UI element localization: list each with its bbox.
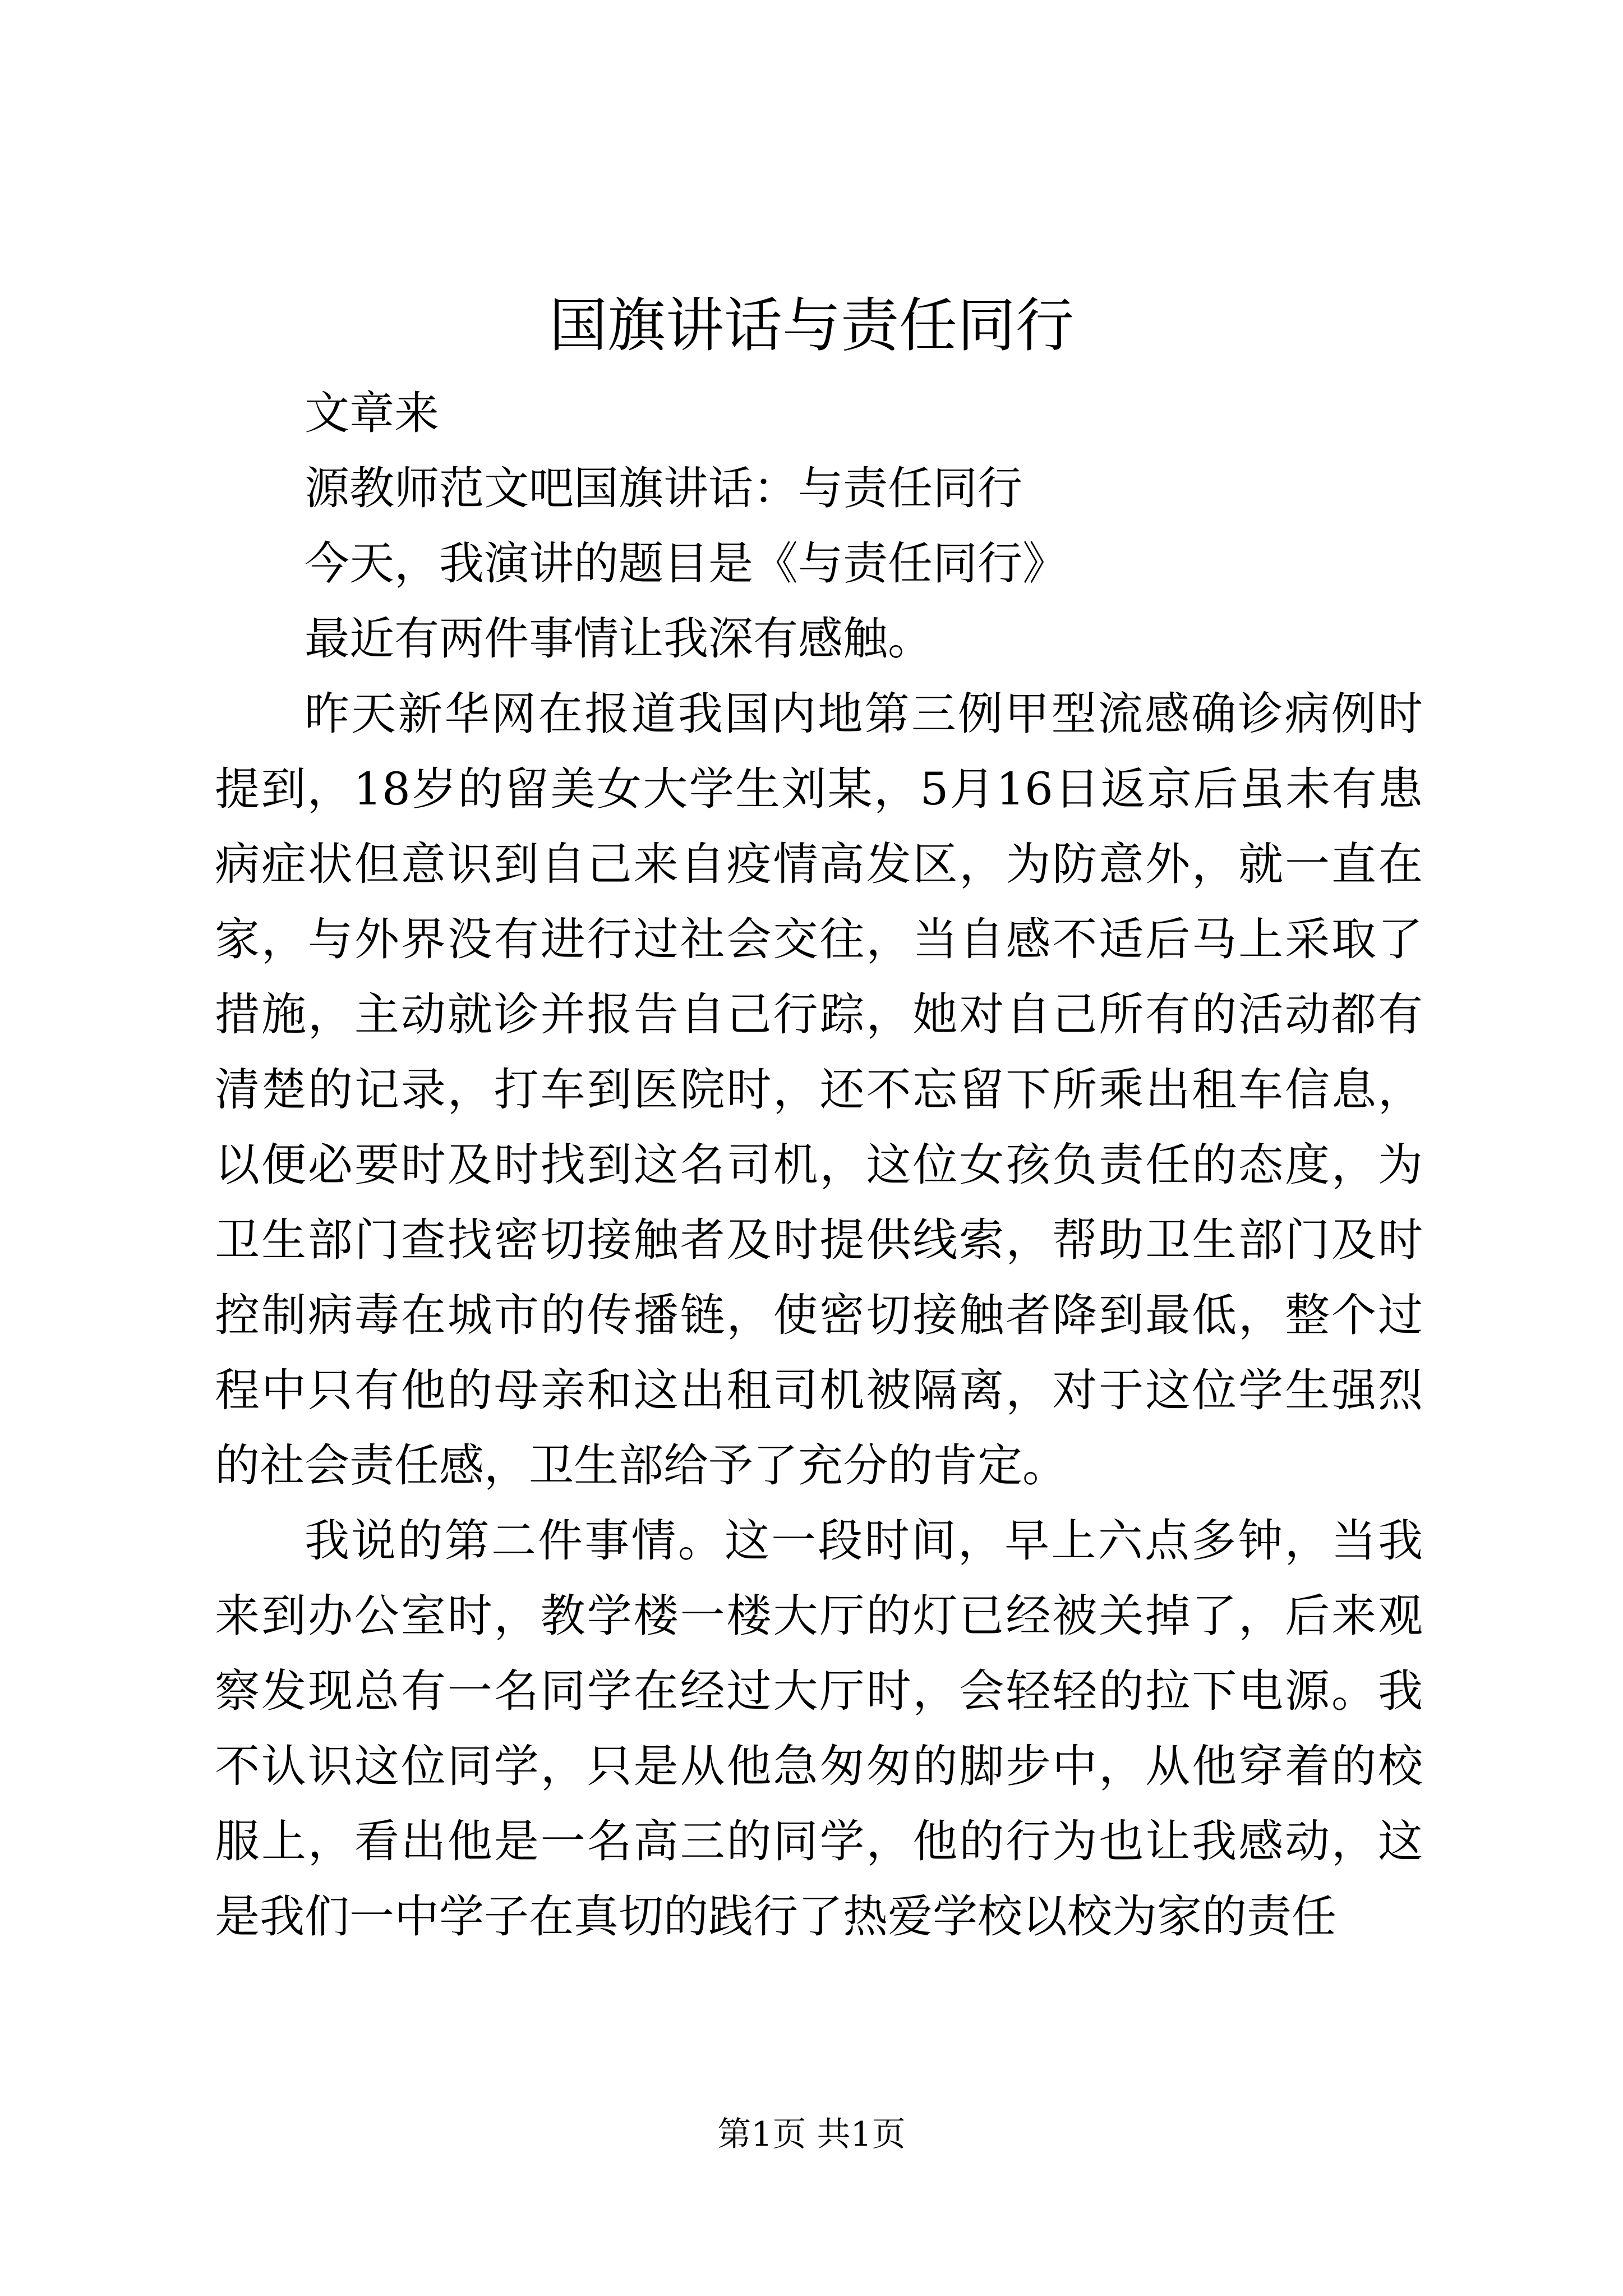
- paragraph-first-event: 昨天新华网在报道我国内地第三例甲型流感确诊病例时提到，18岁的留美女大学生刘某，5月16日返京后虽未有患病症状但意识到自己来自疫情高发区，为防意外，就一直在家，与外界没有进行过社会交往，当自感不适后马上采取了措施，主动就诊并报告自己行踪，她对自己所有的活动都有清楚的记录，打车到医院时，还不忘留下所乘出租车信息，以便必要时及时找到这名司机，这位女孩负责任的态度，为卫生部门查找密切接触者及时提供线索，帮助卫生部门及时控制病毒在城市的传播链，使密切接触者降到最低，整个过程中只有他的母亲和这出租司机被隔离，对于这位学生强烈的社会责任感，卫生部给予了充分的肯定。: [215, 688, 1423, 1492]
- document-body: [215, 376, 1423, 1954]
- page-footer: 第1页 共1页: [717, 2115, 906, 2154]
- paragraph-second-event: 我说的第二件事情。这一段时间，早上六点多钟，当我来到办公室时，教学楼一楼大厅的灯已经被关掉了，后来观察发现总有一名同学在经过大厅时，会轻轻的拉下电源。我不认识这位同学，只是从他急匆匆的脚步中，从他穿着的校服上，看出他是一名高三的同学，他的行为也让我感动，这是我们一中学子在真切的践行了热爱学校以校为家的责任: [215, 1515, 1423, 1943]
- paragraph-intro: 最近有两件事情让我深有感触。: [305, 613, 933, 665]
- paragraph-source-line-1: 文章来: [305, 387, 439, 439]
- document-title: 国旗讲话与责任同行: [548, 291, 1074, 360]
- paragraph-source-line-2: 源教师范文吧国旗讲话：与责任同行: [305, 462, 1022, 514]
- paragraph-speech-topic: 今天，我演讲的题目是《与责任同行》: [305, 537, 1067, 590]
